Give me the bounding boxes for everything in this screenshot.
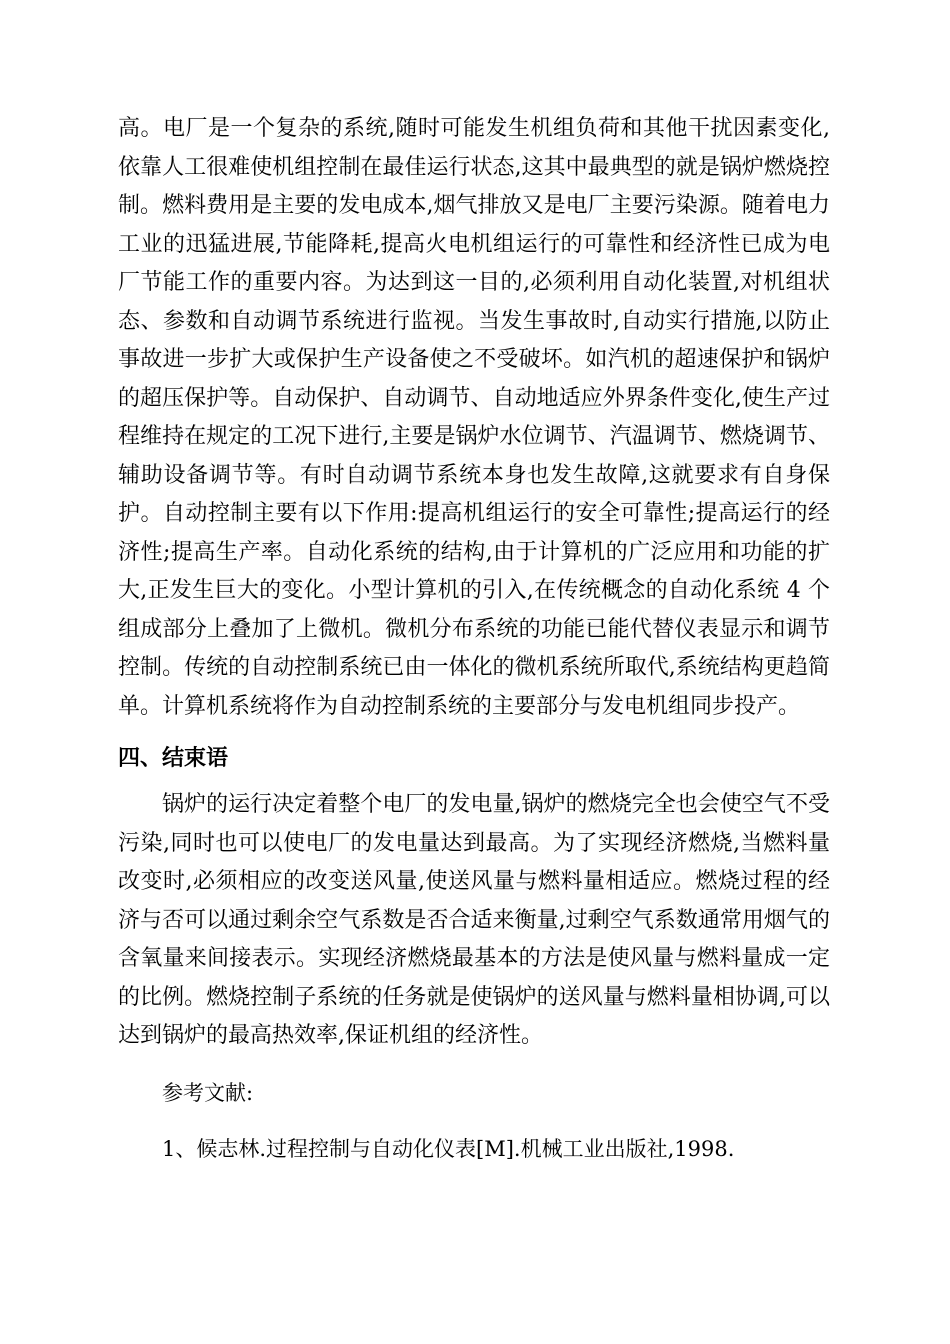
document-page (118, 110, 830, 1164)
body-paragraph: 高。电厂是一个复杂的系统,随时可能发生机组负荷和其他干扰因素变化,依靠人工很难使机组控制在最佳运行状态,这其中最典型的就是锅炉燃烧控制。燃料费用是主要的发电成本,烟气排放又是电厂主要污染源。随着电力工业的迅猛进展,节能降耗,提高火电机组运行的可靠性和经济性已成为电厂节能工作的重要内容。为达到这一目的,必须利用自动化装置,对机组状态、参数和自动调节系统进行监视。当发生事故时,自动实行措施,以防止事故进一步扩大或保护生产设备使之不受破坏。如汽机的超速保护和锅炉的超压保护等。自动保护、自动调节、自动地适应外界条件变化,使生产过程维持在规定的工况下进行,主要是锅炉水位调节、汽温调节、燃烧调节、辅助设备调节等。有时自动调节系统本身也发生故障,这就要求有自身保护。自动控制主要有以下作用:提高机组运行的安全可靠性;提高运行的经济性;提高生产率。自动化系统的结构,由于计算机的广泛应用和功能的扩大,正发生巨大的变化。小型计算机的引入,在传统概念的自动化系统 4 个组成部分上叠加了上微机。微机分布系统的功能已能代替仪表显示和调节控制。传统的自动控制系统已由一体化的微机系统所取代,系统结构更趋简单。计算机系统将作为自动控制系统的主要部分与发电机组同步投产。 (118, 116, 830, 719)
reference-item: 1、候志林.过程控制与自动化仪表[M].机械工业出版社,1998. (162, 1136, 735, 1161)
references-title: 参考文献: (162, 1080, 254, 1105)
section-heading: 四、结束语 (118, 746, 229, 771)
conclusion-paragraph: 锅炉的运行决定着整个电厂的发电量,锅炉的燃烧完全也会使空气不受污染,同时也可以使电厂的发电量达到最高。为了实现经济燃烧,当燃料量改变时,必须相应的改变送风量,使送风量与燃料量相适应。燃烧过程的经济与否可以通过剩余空气系数是否合适来衡量,过剩空气系数通常用烟气的含氧量来间接表示。实现经济燃烧最基本的方法是使风量与燃料量成一定的比例。燃烧控制子系统的任务就是使锅炉的送风量与燃料量相协调,可以达到锅炉的最高热效率,保证机组的经济性。 (118, 792, 830, 1048)
